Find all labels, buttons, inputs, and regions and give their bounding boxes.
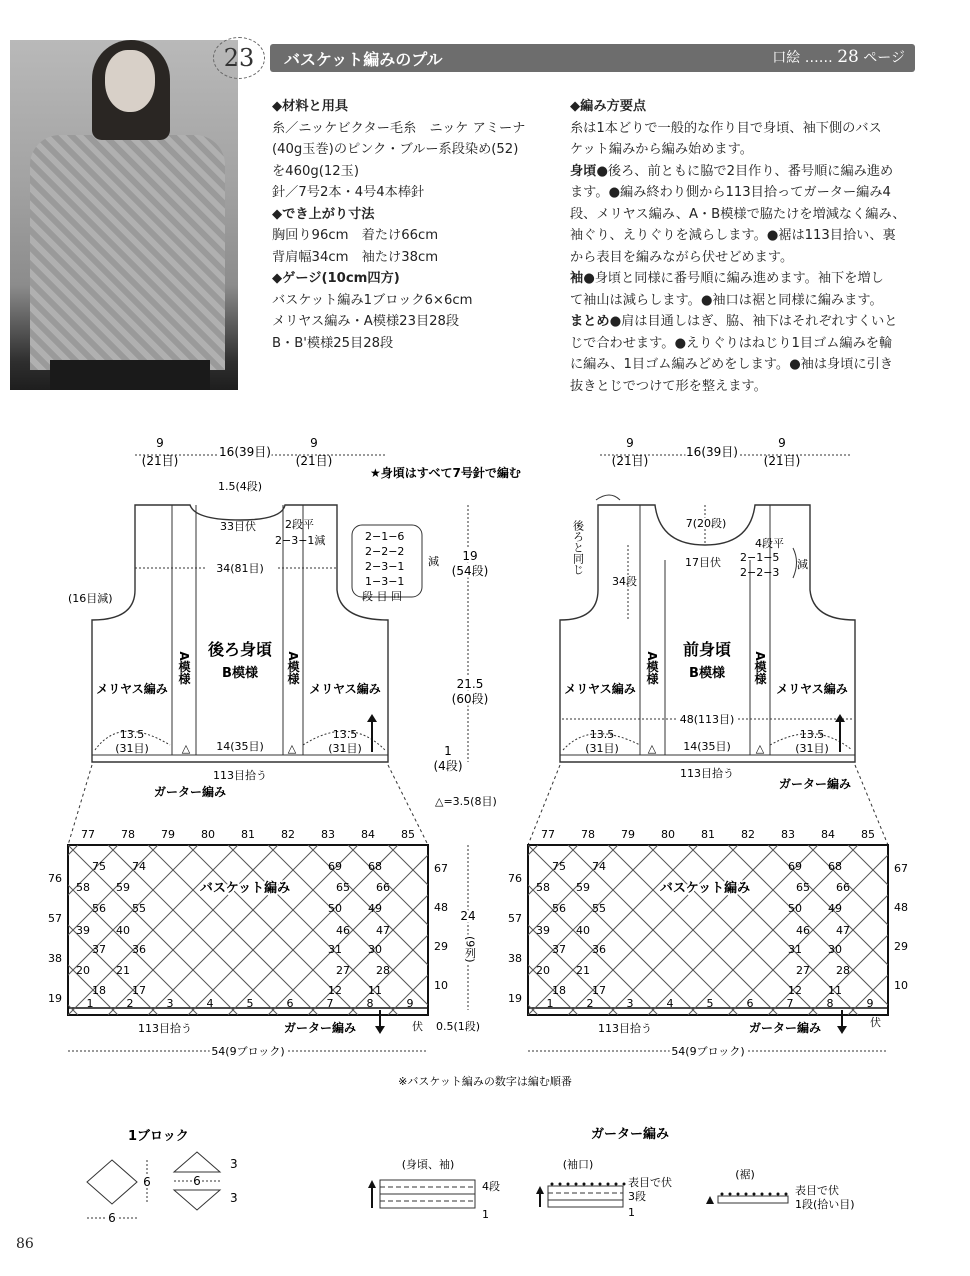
basket-bottom-number: 5 — [246, 997, 254, 1010]
basket-inner-number: 39 — [76, 924, 90, 937]
basket-right-number: 29 — [434, 940, 448, 953]
basket-width: 54(9ブロック) — [211, 1045, 285, 1058]
pattern-number: 23 — [213, 37, 265, 79]
basket-bottom-number: 2 — [586, 997, 594, 1010]
legend-text: 1 — [628, 1206, 635, 1219]
svg-text:(31目): (31目) — [328, 742, 362, 755]
basket-inner-number: 27 — [336, 964, 350, 977]
basket-inner-number: 46 — [336, 924, 350, 937]
legend-text: 4段 — [482, 1180, 500, 1193]
basket-inner-number: 75 — [552, 860, 566, 873]
materials-heading: ◆材料と用具 — [272, 99, 349, 114]
basket-inner-number: 21 — [576, 964, 590, 977]
svg-text:(21目): (21目) — [763, 454, 801, 468]
brace — [793, 548, 797, 578]
basket-inner-number: 58 — [76, 881, 90, 894]
basket-inner-number: 40 — [116, 924, 130, 937]
basket-bottom-number: 3 — [626, 997, 634, 1010]
legend-dim: 6 — [193, 1174, 201, 1188]
legend-text: 3段 — [628, 1190, 646, 1203]
basket-bottom-number: 3 — [166, 997, 174, 1010]
svg-text:9: 9 — [156, 436, 164, 450]
basket-inner-number: 46 — [796, 924, 810, 937]
basket-inner-number: 58 — [536, 881, 550, 894]
svg-text:(21目): (21目) — [141, 454, 179, 468]
sleeve-key: 袖 — [570, 271, 584, 286]
arrow-head — [837, 1026, 847, 1034]
back-lower-dims — [115, 728, 362, 755]
svg-text:1−3−1: 1−3−1 — [365, 575, 405, 588]
arrow-head — [367, 714, 377, 722]
basket-right-number: 10 — [434, 979, 448, 992]
basket-left-number: 57 — [508, 912, 522, 925]
garter-title: ガーター編み — [590, 1127, 670, 1142]
svg-text:減: 減 — [428, 555, 439, 568]
basket-bottom-number: 9 — [406, 997, 414, 1010]
basket-inner-number: 59 — [576, 881, 590, 894]
front-neck: 7(20段) — [685, 517, 727, 530]
bind-label: 伏 — [412, 1020, 423, 1033]
basket-height-rows: (9列) — [463, 936, 477, 963]
svg-text:段 目 回: 段 目 回 — [362, 590, 402, 603]
basket-top-number: 77 — [81, 828, 95, 841]
method-line: ケット編みから編み始めます。 — [570, 142, 753, 157]
basket-top-number: 82 — [281, 828, 295, 841]
method-line: ●後ろ、前ともに脇で2目作り、番号順に編み進め — [596, 163, 894, 179]
front-pattern: B模様 — [689, 666, 725, 681]
svg-text:13.5: 13.5 — [799, 728, 825, 741]
basket-inner-number: 50 — [328, 902, 342, 915]
finish-key: まとめ — [570, 314, 610, 329]
garter-chart-hem — [706, 1193, 788, 1205]
basket-inner-number: 69 — [328, 860, 342, 873]
pattern-title: バスケット編みのプル — [284, 50, 443, 69]
basket-top-number: 85 — [401, 828, 415, 841]
basket-bottom-number: 6 — [746, 997, 754, 1010]
basket-bottom-number: 8 — [826, 997, 834, 1010]
garter-chart-body — [368, 1180, 475, 1208]
legend-dim: 6 — [143, 1175, 151, 1189]
basket-top-number: 85 — [861, 828, 875, 841]
materials-line: (40g玉巻)のピンク・ブルー系段染め(52) — [272, 142, 519, 157]
back-neck-bind: 33目伏 — [220, 520, 256, 533]
garter-chart-cuff — [536, 1183, 626, 1208]
basket-inner-number: 66 — [836, 881, 850, 894]
basket-bottom-number: 8 — [366, 997, 374, 1010]
svg-text:16(39目): 16(39目) — [219, 445, 271, 459]
legend-text: 1段(拾い目) — [795, 1198, 855, 1211]
basket-inner-number: 66 — [376, 881, 390, 894]
size-line: 胸回り96cm 着たけ66cm — [272, 228, 439, 243]
a-pattern-label: A模様 — [177, 651, 191, 685]
back-body-outline — [92, 505, 388, 762]
basket-right-number: 48 — [894, 901, 908, 914]
basket-inner-number: 11 — [828, 984, 842, 997]
basket-width: 54(9ブロック) — [671, 1045, 745, 1058]
basket-inner-number: 65 — [796, 881, 810, 894]
basket-inner-number: 12 — [788, 984, 802, 997]
back-title: 後ろ身頃 — [207, 640, 273, 659]
back-width: 34(81目) — [216, 562, 264, 575]
svg-text:2−2−2: 2−2−2 — [365, 545, 405, 558]
basket-bottom-number: 1 — [86, 997, 94, 1010]
legend-dim: 3 — [230, 1157, 238, 1171]
svg-text:△: △ — [755, 742, 765, 755]
basket-inner-number: 30 — [368, 943, 382, 956]
svg-text:(31目): (31目) — [115, 742, 149, 755]
basket-right-number: 67 — [434, 862, 448, 875]
svg-text:14(35目): 14(35目) — [216, 740, 264, 753]
basket-inner-number: 20 — [76, 964, 90, 977]
back-pattern: B模様 — [222, 666, 258, 681]
method-line: 袖ぐり、えりぐりを減らします。●裾は113目拾い、裏 — [570, 228, 896, 243]
page-number: 86 — [16, 1236, 34, 1252]
garter-legend-body: (身頃、袖) — [401, 1158, 455, 1171]
basket-inner-number: 56 — [552, 902, 566, 915]
garter-legend-cuff: (袖口) — [562, 1158, 594, 1171]
svg-text:(31目): (31目) — [795, 742, 829, 755]
page-reference: 口絵 …… 28 ページ — [772, 47, 905, 67]
back-top-dims — [135, 436, 385, 468]
basket-inner-number: 68 — [368, 860, 382, 873]
basket-bottom-number: 6 — [286, 997, 294, 1010]
method-line: から表目を編みながら伏せどめます。 — [570, 249, 794, 265]
back-dec-table — [352, 525, 439, 603]
basket-inner-number: 65 — [336, 881, 350, 894]
basket-bottom-number: 7 — [326, 997, 334, 1010]
basket-left-number: 19 — [508, 992, 522, 1005]
basket-inner-number: 37 — [92, 943, 106, 956]
basket-inner-number: 18 — [552, 984, 566, 997]
basket-pickup: 113目拾う — [598, 1022, 652, 1035]
basket-left-number: 38 — [48, 952, 62, 965]
stockinette-label: メリヤス編み — [776, 682, 848, 696]
svg-text:2−1−6: 2−1−6 — [365, 530, 405, 543]
basket-bottom-number: 1 — [546, 997, 554, 1010]
basket-inner-number: 74 — [592, 860, 606, 873]
svg-text:9: 9 — [310, 436, 318, 450]
gauge-line: バスケット編み1ブロック6×6cm — [272, 292, 473, 308]
basket-inner-number: 27 — [796, 964, 810, 977]
size-line: 背肩幅34cm 袖たけ38cm — [272, 249, 439, 265]
basket-pickup: 113目拾う — [138, 1022, 192, 1035]
svg-text:14(35目): 14(35目) — [683, 740, 731, 753]
svg-text:9: 9 — [778, 436, 786, 450]
back-side-dec: (16目減) — [68, 592, 113, 605]
materials-line: を460g(12玉) — [272, 163, 359, 179]
front-title: 前身頃 — [682, 640, 732, 659]
a-pattern-label: A模様 — [286, 651, 300, 685]
basket-garter: ガーター編み — [748, 1021, 822, 1035]
basket-inner-number: 47 — [376, 924, 390, 937]
a-pattern-label: A模様 — [645, 651, 659, 685]
method-line: 段、メリヤス編み、A・B模様で脇たけを増減なく編み、 — [570, 206, 906, 222]
basket-inner-number: 39 — [536, 924, 550, 937]
stockinette-label: メリヤス編み — [96, 682, 168, 696]
svg-text:(60段): (60段) — [451, 692, 489, 706]
basket-top-number: 79 — [621, 828, 635, 841]
basket-bottom-number: 9 — [866, 997, 874, 1010]
method-line: ●身頃と同様に番号順に編み進めます。袖下を増し — [583, 271, 884, 286]
front-top-dims — [600, 436, 850, 468]
block-diamond — [87, 1160, 137, 1204]
basket-inner-number: 55 — [132, 902, 146, 915]
garter-legend-hem: (裾) — [735, 1168, 755, 1181]
svg-text:(21目): (21目) — [295, 454, 333, 468]
arrow-head — [835, 714, 845, 722]
basket-label: バスケット編み — [659, 881, 751, 896]
size-heading: ◆でき上がり寸法 — [272, 206, 375, 222]
method-line: 糸は1本どりで一般的な作り目で身頃、袖下側のバス — [570, 120, 882, 136]
front-dec1: 2−1−5 — [740, 551, 780, 564]
a-pattern-label: A模様 — [753, 651, 767, 685]
front-side: 34段 — [612, 575, 637, 588]
basket-top-number: 80 — [201, 828, 215, 841]
svg-text:△: △ — [647, 742, 657, 755]
basket-inner-number: 59 — [116, 881, 130, 894]
svg-text:△: △ — [287, 742, 297, 755]
basket-inner-number: 20 — [536, 964, 550, 977]
basket-inner-number: 18 — [92, 984, 106, 997]
basket-inner-number: 36 — [132, 943, 146, 956]
basket-right-number: 10 — [894, 979, 908, 992]
basket-top-number: 80 — [661, 828, 675, 841]
basket-inner-number: 11 — [368, 984, 382, 997]
svg-text:13.5: 13.5 — [332, 728, 358, 741]
basket-inner-number: 69 — [788, 860, 802, 873]
legend-text: 表目で伏 — [628, 1176, 672, 1189]
basket-left-number: 38 — [508, 952, 522, 965]
svg-text:13.5: 13.5 — [589, 728, 615, 741]
gauge-heading: ◆ゲージ(10cm四方) — [272, 271, 400, 286]
front-lower-dims — [585, 728, 829, 755]
svg-text:21.5: 21.5 — [456, 677, 484, 691]
basket-top-number: 78 — [581, 828, 595, 841]
method-line: ます。●編み終わり側から113目拾ってガーター編み4 — [570, 185, 891, 200]
triangle-note: △=3.5(8目) — [435, 795, 497, 808]
body-key: 身頃 — [570, 163, 597, 179]
basket-inner-number: 30 — [828, 943, 842, 956]
block-bottom-triangle — [174, 1190, 220, 1210]
stockinette-label: メリヤス編み — [564, 682, 636, 696]
basket-bottom-number: 2 — [126, 997, 134, 1010]
basket-inner-number: 21 — [116, 964, 130, 977]
back-neck-flat: 2段平 — [285, 518, 314, 531]
front-same-note: 後ろと同じ — [571, 520, 585, 575]
back-pickup: 113目拾う — [213, 769, 267, 782]
basket-inner-number: 40 — [576, 924, 590, 937]
method-line: じで合わせます。●えりぐりはねじり1目ゴム編みを輪 — [570, 335, 893, 351]
basket-note: ※バスケット編みの数字は編む順番 — [398, 1075, 572, 1088]
basket-garter: ガーター編み — [283, 1021, 357, 1035]
basket-bottom-number: 4 — [666, 997, 674, 1010]
basket-top-number: 78 — [121, 828, 135, 841]
basket-left-number: 19 — [48, 992, 62, 1005]
materials-line: 針／7号2本・4号4本棒針 — [272, 185, 425, 200]
basket-top-number: 84 — [821, 828, 835, 841]
svg-text:16(39目): 16(39目) — [686, 445, 738, 459]
front-garter-label: ガーター編み — [778, 777, 852, 791]
basket-height: 24 — [460, 909, 476, 923]
basket-left-number: 57 — [48, 912, 62, 925]
legend-dim: 6 — [108, 1211, 116, 1225]
block-top-triangle — [174, 1152, 220, 1172]
basket-inner-number: 37 — [552, 943, 566, 956]
back-garter-label: ガーター編み — [153, 785, 227, 799]
basket-inner-number: 49 — [368, 902, 382, 915]
front-bind: 17目伏 — [685, 556, 721, 569]
basket-bottom-number: 4 — [206, 997, 214, 1010]
basket-inner-number: 31 — [328, 943, 342, 956]
svg-text:2−3−1: 2−3−1 — [365, 560, 405, 573]
back-neck-depth: 1.5(4段) — [217, 480, 263, 493]
basket-inner-number: 75 — [92, 860, 106, 873]
height-dims — [434, 549, 489, 773]
basket-inner-number: 74 — [132, 860, 146, 873]
basket-inner-number: 36 — [592, 943, 606, 956]
back-neck-dec: 2−3−1減 — [275, 534, 326, 547]
basket-bottom-number: 7 — [786, 997, 794, 1010]
basket-inner-number: 68 — [828, 860, 842, 873]
arrow-curve — [596, 495, 620, 500]
basket-right-number: 29 — [894, 940, 908, 953]
basket-inner-number: 56 — [92, 902, 106, 915]
legend-dim: 3 — [230, 1191, 238, 1205]
basket-left-number: 76 — [508, 872, 522, 885]
basket-inner-number: 17 — [132, 984, 146, 997]
svg-text:13.5: 13.5 — [119, 728, 145, 741]
svg-text:(31目): (31目) — [585, 742, 619, 755]
method-line: に編み、1目ゴム編みどめをします。●袖は身頃に引き — [570, 357, 893, 372]
stockinette-label: メリヤス編み — [309, 682, 381, 696]
svg-text:1: 1 — [444, 744, 452, 758]
basket-top-number: 83 — [321, 828, 335, 841]
front-dec-label: 減 — [797, 558, 808, 571]
svg-text:(21目): (21目) — [611, 454, 649, 468]
basket-left-number: 76 — [48, 872, 62, 885]
legend-text: 表目で伏 — [795, 1184, 839, 1197]
needle-note: ★身頃はすべて7号針で編む — [370, 466, 521, 480]
basket-inner-number: 55 — [592, 902, 606, 915]
method-line: て袖山は減らします。●袖口は裾と同様に編みます。 — [570, 292, 883, 308]
basket-inner-number: 12 — [328, 984, 342, 997]
front-pickup: 113目拾う — [680, 767, 734, 780]
svg-text:19: 19 — [462, 549, 478, 563]
basket-inner-number: 50 — [788, 902, 802, 915]
bottom-height: 0.5(1段) — [435, 1020, 481, 1033]
basket-top-number: 79 — [161, 828, 175, 841]
materials-line: 糸／ニッケビクター毛糸 ニッケ アミーナ — [272, 120, 526, 136]
block-title: 1ブロック — [128, 1129, 189, 1144]
arrow-head — [375, 1026, 385, 1034]
svg-text:9: 9 — [626, 436, 634, 450]
front-dec2: 2−2−3 — [740, 566, 780, 579]
bind-label: 伏 — [870, 1016, 881, 1029]
basket-bottom-number: 5 — [706, 997, 714, 1010]
basket-label: バスケット編み — [199, 881, 291, 896]
basket-top-number: 81 — [241, 828, 255, 841]
basket-inner-number: 28 — [836, 964, 850, 977]
basket-right-number: 67 — [894, 862, 908, 875]
method-line: ●肩は目通しはぎ、脇、袖下はそれぞれすくいと — [609, 314, 898, 329]
front-width: 48(113目) — [679, 713, 735, 726]
svg-text:(4段): (4段) — [433, 759, 463, 773]
basket-top-number: 77 — [541, 828, 555, 841]
basket-inner-number: 17 — [592, 984, 606, 997]
basket-inner-number: 47 — [836, 924, 850, 937]
basket-inner-number: 28 — [376, 964, 390, 977]
basket-top-number: 82 — [741, 828, 755, 841]
basket-inner-number: 49 — [828, 902, 842, 915]
front-flat: 4段平 — [755, 537, 784, 550]
basket-top-number: 83 — [781, 828, 795, 841]
method-line: 抜きとじでつけて形を整えます。 — [570, 378, 767, 394]
svg-text:△: △ — [181, 742, 191, 755]
gauge-line: B・B'模様25目28段 — [272, 335, 394, 351]
basket-right-number: 48 — [434, 901, 448, 914]
method-heading: ◆編み方要点 — [570, 99, 647, 114]
basket-top-number: 84 — [361, 828, 375, 841]
basket-top-number: 81 — [701, 828, 715, 841]
gauge-line: メリヤス編み・A模様23目28段 — [272, 314, 460, 329]
legend-text: 1 — [482, 1208, 489, 1221]
svg-text:(54段): (54段) — [451, 564, 489, 578]
basket-inner-number: 31 — [788, 943, 802, 956]
